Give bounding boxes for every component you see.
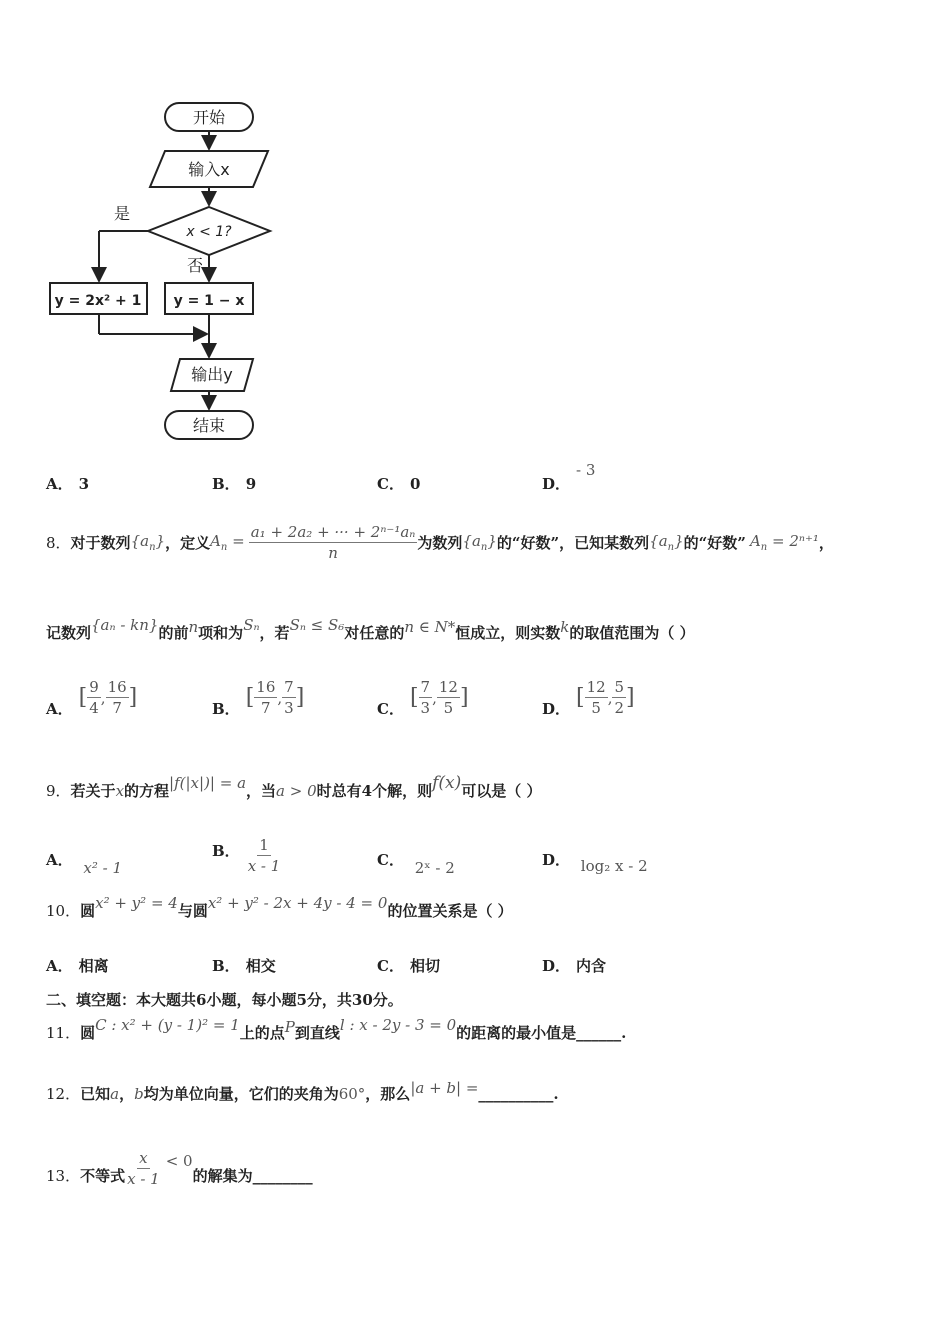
q13-line bbox=[46, 1132, 313, 1189]
frac bbox=[106, 677, 129, 718]
q12-line bbox=[46, 1078, 559, 1104]
comma: , bbox=[100, 688, 106, 707]
math-sub: n bbox=[220, 542, 228, 553]
frac bbox=[612, 677, 626, 718]
q7-option-d bbox=[542, 461, 596, 494]
option-value: 3 bbox=[78, 475, 90, 493]
text: 的方程 bbox=[124, 782, 170, 800]
frac-den: 5 bbox=[591, 699, 601, 717]
frac-num: 5 bbox=[614, 678, 625, 696]
flow-cond-label: x < 1? bbox=[186, 224, 232, 240]
comma: , bbox=[432, 688, 437, 707]
q8-line2 bbox=[46, 615, 695, 643]
math-seq bbox=[462, 532, 497, 553]
text: ，定义 bbox=[165, 534, 211, 552]
bracket: [ bbox=[78, 685, 88, 710]
option-value: 内含 bbox=[576, 957, 607, 975]
frac bbox=[87, 677, 101, 718]
text: 可以是（ ） bbox=[461, 782, 542, 800]
q8-option-d bbox=[542, 676, 635, 719]
frac bbox=[282, 677, 296, 718]
option-label: D． bbox=[542, 475, 571, 493]
q10-option-b bbox=[212, 955, 276, 976]
option-label: B． bbox=[212, 957, 240, 975]
text: 的距离的最小值是______. bbox=[456, 1024, 627, 1042]
bracket: [ bbox=[245, 685, 255, 710]
math: = bbox=[232, 532, 245, 550]
frac bbox=[254, 677, 277, 718]
option-value: 相离 bbox=[78, 957, 109, 975]
frac-num: 12 bbox=[438, 678, 458, 696]
math-circle: C : x² + (y - 1)² = 1 bbox=[95, 1015, 240, 1034]
math-n: n bbox=[188, 617, 199, 636]
math-seq2: {aₙ - kn} bbox=[91, 615, 159, 634]
frac bbox=[437, 677, 460, 718]
text: 圆 bbox=[80, 1024, 96, 1042]
frac-num: 7 bbox=[420, 678, 431, 696]
option-label: B． bbox=[212, 842, 240, 860]
frac-den: n bbox=[328, 544, 338, 562]
text: 圆 bbox=[80, 902, 96, 920]
option-value: x² - 1 bbox=[83, 859, 123, 877]
math-seq bbox=[649, 532, 684, 553]
math-a: a bbox=[110, 1084, 120, 1103]
math-p: P bbox=[284, 1017, 295, 1036]
option-value: 2ˣ - 2 bbox=[414, 859, 455, 877]
q8-option-b bbox=[212, 676, 304, 719]
frac-den: x - 1 bbox=[247, 857, 281, 875]
text: 不等式 bbox=[80, 1167, 126, 1185]
math-sub: n bbox=[760, 542, 768, 553]
comma: , bbox=[607, 688, 613, 707]
frac-num: x bbox=[139, 1149, 148, 1167]
option-label: D． bbox=[542, 851, 571, 869]
frac-den: 2 bbox=[614, 699, 625, 717]
math: } bbox=[674, 532, 684, 550]
bracket: ] bbox=[626, 685, 635, 710]
frac-num: 1 bbox=[259, 836, 269, 854]
option-label: A． bbox=[46, 700, 73, 718]
math-def-lhs bbox=[210, 532, 245, 553]
text: 对于数列 bbox=[70, 534, 131, 552]
flow-end-label: 结束 bbox=[192, 416, 226, 435]
bracket: ] bbox=[128, 685, 138, 710]
math-cond: a > 0 bbox=[276, 781, 317, 800]
option-value: 0 bbox=[409, 475, 421, 493]
frac-num: 16 bbox=[107, 678, 127, 696]
bracket: [ bbox=[576, 685, 585, 710]
math-ineq: Sₙ ≤ S₆ bbox=[289, 615, 345, 634]
frac bbox=[419, 677, 433, 718]
option-label: B． bbox=[212, 700, 240, 718]
question-number: 12． bbox=[46, 1085, 81, 1103]
question-number: 11． bbox=[46, 1024, 81, 1042]
flow-start-label: 开始 bbox=[192, 108, 226, 127]
math-seq bbox=[131, 532, 166, 553]
text: 若关于 bbox=[70, 782, 116, 800]
frac-den: 5 bbox=[443, 699, 454, 717]
math: {a bbox=[462, 532, 481, 550]
q7-option-a bbox=[46, 473, 89, 494]
frac bbox=[125, 1148, 162, 1189]
q9-line bbox=[46, 772, 542, 801]
flow-no-label: 否 bbox=[186, 256, 204, 275]
math-expr: |a + b| = bbox=[410, 1078, 479, 1097]
math-line: l : x - 2y - 3 = 0 bbox=[339, 1015, 457, 1034]
math: } bbox=[155, 532, 166, 550]
text: 对任意的 bbox=[344, 624, 405, 642]
option-label: C． bbox=[377, 957, 404, 975]
math: = 2ⁿ⁺¹ bbox=[767, 532, 819, 550]
text: 到直线 bbox=[294, 1024, 340, 1042]
frac-den: 3 bbox=[284, 699, 294, 717]
option-label: C． bbox=[377, 475, 404, 493]
option-value: - 3 bbox=[576, 461, 596, 479]
frac-num: 12 bbox=[586, 678, 606, 696]
math: {a bbox=[649, 532, 668, 550]
q9-option-a bbox=[46, 849, 123, 877]
frac-num: 9 bbox=[89, 678, 99, 696]
text: 的解集为________ bbox=[192, 1167, 313, 1185]
flowchart bbox=[40, 95, 280, 445]
text: 的“好数” bbox=[683, 534, 746, 552]
text: 记数列 bbox=[46, 624, 92, 642]
text: 已知 bbox=[80, 1085, 111, 1103]
question-number: 8． bbox=[46, 534, 71, 552]
math: A bbox=[210, 532, 221, 550]
text: 均为单位向量，它们的夹角为 bbox=[143, 1085, 339, 1103]
math-sub: n bbox=[667, 542, 675, 553]
q9-option-d bbox=[542, 849, 648, 875]
text: ，若 bbox=[259, 624, 290, 642]
flow-input-label: 输入x bbox=[188, 160, 230, 179]
frac-den: x - 1 bbox=[127, 1170, 160, 1188]
flow-right-label: y = 1 − x bbox=[173, 293, 245, 309]
text: 的前 bbox=[158, 624, 189, 642]
text: 恒成立，则实数 bbox=[455, 624, 561, 642]
section-heading: 二、填空题：本大题共6小题，每小题5分，共30分。 bbox=[46, 991, 403, 1009]
frac-den: 4 bbox=[89, 699, 99, 717]
bracket: [ bbox=[409, 685, 419, 710]
question-number: 13． bbox=[46, 1167, 81, 1185]
q10-option-d bbox=[542, 955, 606, 976]
text: 的位置关系是（ ） bbox=[387, 902, 513, 920]
q10-option-a bbox=[46, 955, 109, 976]
text: 为数列 bbox=[417, 534, 463, 552]
option-label: A． bbox=[46, 475, 73, 493]
text: ，那么 bbox=[365, 1085, 411, 1103]
option-value: log₂ x - 2 bbox=[580, 857, 648, 875]
q10-option-c bbox=[377, 955, 440, 976]
text: 与圆 bbox=[177, 902, 208, 920]
option-label: B． bbox=[212, 475, 240, 493]
q10-line bbox=[46, 893, 513, 921]
text: 上的点 bbox=[239, 1024, 285, 1042]
frac-den: 7 bbox=[112, 699, 122, 717]
flow-left-label: y = 2x² + 1 bbox=[54, 293, 142, 309]
q9-option-b bbox=[212, 835, 282, 876]
option-label: A． bbox=[46, 957, 73, 975]
math-eq: |f(|x|)| = a bbox=[169, 773, 247, 792]
option-label: C． bbox=[377, 851, 404, 869]
math: A bbox=[749, 532, 761, 550]
comma: , bbox=[277, 688, 283, 707]
q11-line bbox=[46, 1015, 627, 1043]
math: {a bbox=[130, 532, 150, 550]
math-circle1: x² + y² = 4 bbox=[95, 893, 178, 912]
q8-option-c bbox=[377, 676, 469, 719]
math-x: x bbox=[115, 781, 125, 800]
q7-option-b bbox=[212, 473, 256, 494]
flow-output-label: 输出y bbox=[191, 365, 233, 384]
text: ，当 bbox=[246, 782, 277, 800]
frac bbox=[246, 835, 283, 876]
math-sub: n bbox=[480, 542, 488, 553]
option-label: C． bbox=[377, 700, 404, 718]
frac-num: 7 bbox=[284, 678, 294, 696]
frac-num: a₁ + 2a₂ + ··· + 2ⁿ⁻¹aₙ bbox=[250, 523, 416, 541]
math-circle2: x² + y² - 2x + 4y - 4 = 0 bbox=[207, 893, 388, 912]
q7-option-c bbox=[377, 473, 420, 494]
text: __________. bbox=[478, 1084, 559, 1103]
option-label: A． bbox=[46, 851, 73, 869]
text: 时总有4个解，则 bbox=[316, 782, 433, 800]
math-good bbox=[750, 532, 819, 553]
text: ， bbox=[818, 534, 834, 552]
math-def-fraction bbox=[249, 522, 418, 563]
question-number: 10． bbox=[46, 902, 81, 920]
math-nin: n ∈ N* bbox=[404, 617, 456, 636]
option-value: 9 bbox=[245, 475, 257, 493]
q9-option-c bbox=[377, 849, 455, 877]
frac-den: 3 bbox=[420, 699, 431, 717]
text: 的“好数”，已知某数列 bbox=[496, 534, 650, 552]
flow-yes-label: 是 bbox=[113, 204, 131, 223]
option-label: D． bbox=[542, 957, 571, 975]
math-sn: Sₙ bbox=[243, 615, 260, 634]
frac bbox=[585, 677, 608, 718]
option-value: 相交 bbox=[245, 957, 276, 975]
math-rhs: < 0 bbox=[165, 1151, 193, 1170]
option-label: D． bbox=[542, 700, 571, 718]
frac-num: 16 bbox=[256, 678, 276, 696]
frac-den: 7 bbox=[261, 699, 271, 717]
math-k: k bbox=[560, 617, 570, 636]
text: 项和为 bbox=[198, 624, 244, 642]
option-value: 相切 bbox=[409, 957, 440, 975]
math-sub: n bbox=[149, 542, 156, 553]
bracket: ] bbox=[295, 685, 305, 710]
text: 的取值范围为（ ） bbox=[569, 624, 695, 642]
math-angle: 60° bbox=[338, 1084, 366, 1103]
q8-option-a bbox=[46, 676, 137, 719]
math-fx: f(x) bbox=[432, 772, 462, 793]
bracket: ] bbox=[459, 685, 469, 710]
math-b: b bbox=[134, 1084, 144, 1103]
question-number: 9． bbox=[46, 782, 71, 800]
q8-line1 bbox=[46, 522, 834, 563]
math: } bbox=[487, 532, 497, 550]
text: ， bbox=[119, 1085, 135, 1103]
